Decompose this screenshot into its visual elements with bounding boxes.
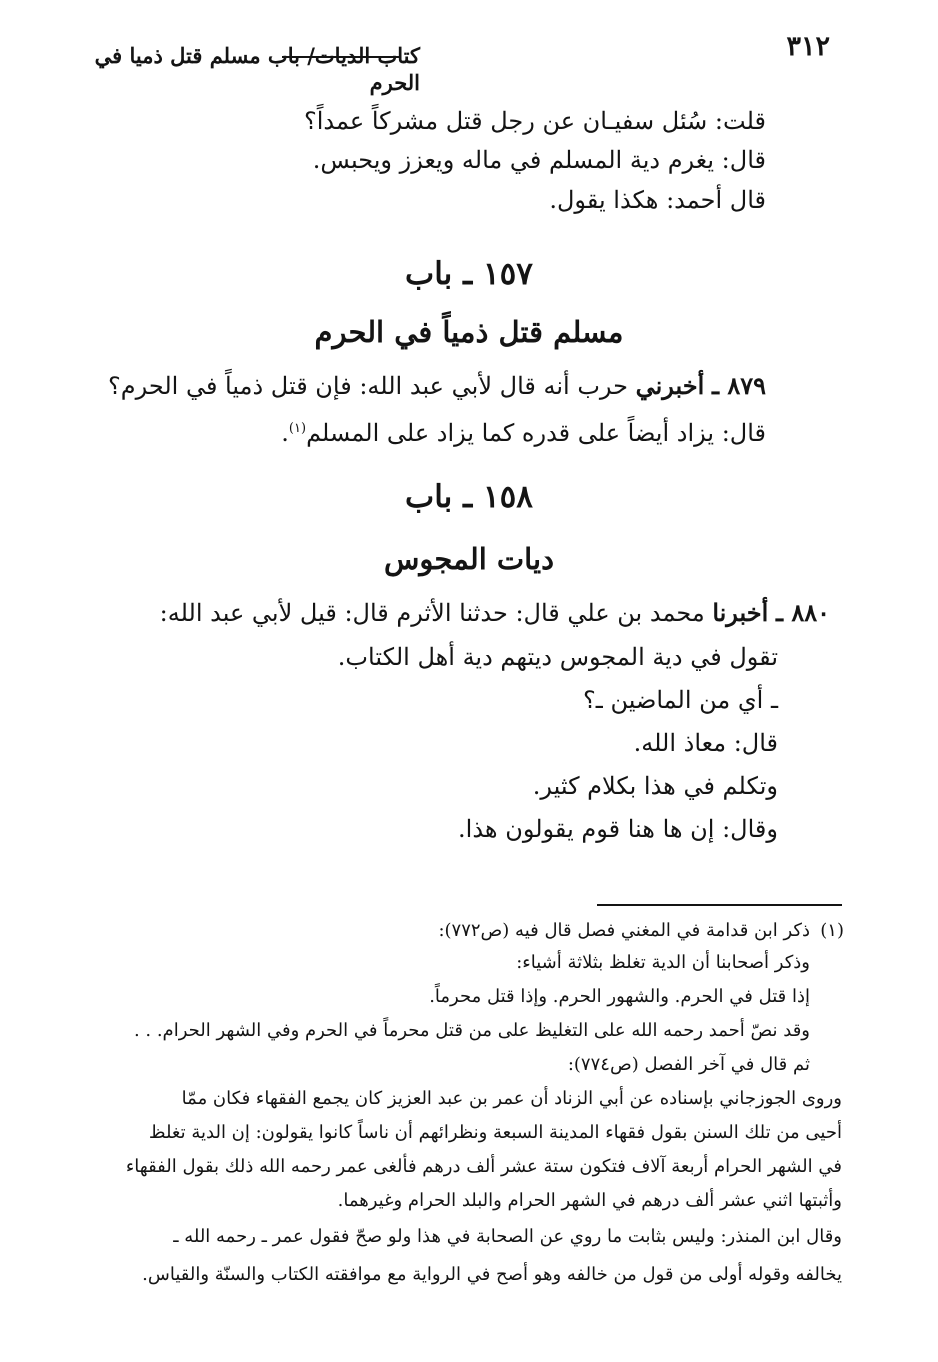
footnote-line-5: ثم قال في آخر الفصل (ص٧٧٤): <box>567 1054 810 1075</box>
text-line-2: قال: يغرم دية المسلم في ماله ويعزز ويحبس. <box>312 146 766 174</box>
narration-880-line-5: وتكلم في هذا بكلام كثير. <box>532 772 778 800</box>
narration-879-line-2 <box>281 412 766 450</box>
narration-880-line-4: قال: معاذ الله. <box>633 729 778 757</box>
text-line-3: قال أحمد: هكذا يقول. <box>549 186 766 214</box>
footnote-reference: (١) <box>288 421 307 436</box>
footnote-line-4: وقد نصّ أحمد رحمه الله على التغليظ على من قتل محرماً في الحرم وفي الشهر الحرام. . . <box>133 1020 810 1041</box>
text-line-1: قلت: سُئل سفيـان عن رجل قتل مشركاً عمداً؟ <box>304 107 766 135</box>
narration-880-line-6: وقال: إن ها هنا قوم يقولون هذا. <box>458 815 778 843</box>
chapter-157-heading: ١٥٧ ـ باب <box>405 256 533 292</box>
narration-879-end: . <box>281 419 289 447</box>
footnote-line-6: وروى الجوزجاني بإسناده عن أبي الزناد أن عمر بن عبد العزيز كان يجمع الفقهاء فكان ممّا <box>181 1088 842 1109</box>
footnote-line-9: وأثبتها اثني عشر ألف درهم في الشهر الحرام والبلد الحرام وغيرهما. <box>337 1190 842 1211</box>
narration-880-number: ٨٨٠ ـ <box>775 598 830 627</box>
footnote-line-1: ذكر ابن قدامة في المغني فصل قال فيه (ص٧٧٢): <box>438 920 810 941</box>
footnote-line-3: إذا قتل في الحرم. والشهور الحرم. وإذا قتل محرماً. <box>429 986 810 1007</box>
chapter-158-heading: ١٥٨ ـ باب <box>405 479 533 515</box>
footnote-separator <box>597 904 842 906</box>
footnote-line-2: وذكر أصحابنا أن الدية تغلظ بثلاثة أشياء: <box>516 952 810 973</box>
running-title: كتاب الديات/ باب مسلم قتل ذميا في الحرم <box>94 43 420 95</box>
footnote-line-7: أحيى من تلك السنن بقول فقهاء المدينة السبعة ونظرائهم أن ناساً كانوا يقولون: إن الدية تغلظ <box>148 1122 842 1143</box>
narration-880-line-2: تقول في دية المجوس ديتهم دية أهل الكتاب. <box>337 643 778 671</box>
narration-879-lead: أخبرني <box>635 371 705 400</box>
narration-880-line-3: ـ أي من الماضين ـ؟ <box>583 686 778 714</box>
narration-879-text: حرب أنه قال لأبي عبد الله: فإن قتل ذمياً في الحرم؟ <box>108 372 636 400</box>
narration-879-answer: قال: يزاد أيضاً على قدره كما يزاد على المسلم <box>306 419 766 447</box>
footnote-line-11: يخالفه وقوله أولى من قول من خالفه وهو أصح في الرواية مع موافقته الكتاب والسنّة والقياس. <box>142 1264 842 1285</box>
footnote-line-10: وقال ابن المنذر: وليس بثابت ما روي عن الصحابة في هذا ولو صحّ فقول عمر ـ رحمه الله ـ <box>173 1226 842 1247</box>
narration-880-text: محمد بن علي قال: حدثنا الأثرم قال: قيل لأبي عبد الله: <box>159 599 713 627</box>
footnote-marker: (١) <box>820 920 844 941</box>
footnote-line-8: في الشهر الحرام أربعة آلاف فتكون ستة عشر ألف درهم فألغى عمر رحمه الله ذلك بقول الفقهاء <box>125 1156 842 1177</box>
narration-879-line-1 <box>108 369 766 403</box>
chapter-158-title: ديات المجوس <box>384 542 554 576</box>
page-number: ٣١٢ <box>786 31 830 62</box>
narration-880-lead: أخبرنا <box>712 598 769 627</box>
page-header <box>60 30 830 95</box>
chapter-157-title: مسلم قتل ذمياً في الحرم <box>314 315 624 349</box>
narration-879-number: ٨٧٩ ـ <box>711 371 766 400</box>
narration-880-line-1 <box>160 596 830 630</box>
